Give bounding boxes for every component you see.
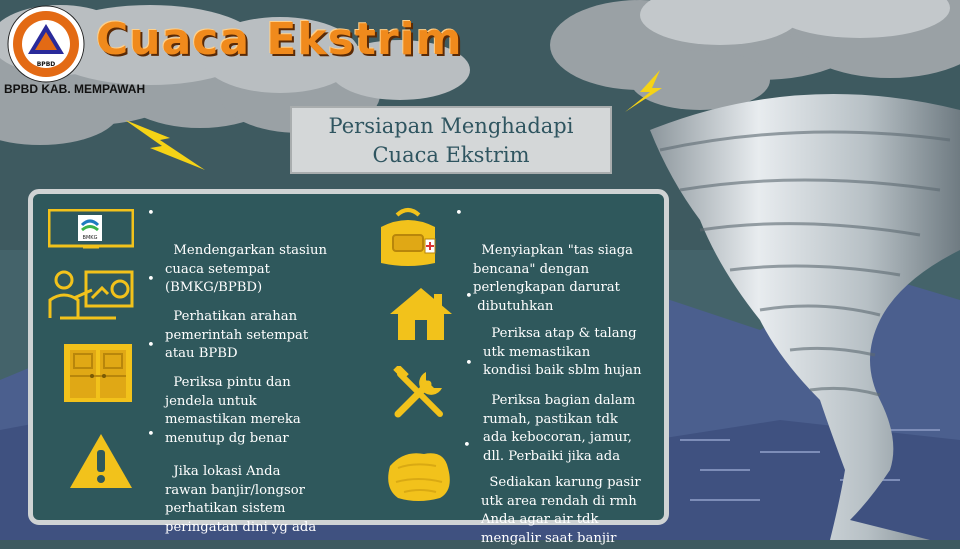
tip-sandbags (463, 437, 641, 549)
bullet: • (147, 427, 155, 442)
door-icon (62, 342, 134, 404)
bullet: • (455, 206, 463, 221)
tip-text: Periksa bagian dalam rumah, pastikan tdk ada kebocoran, jamur, dll. Perbaiki jika ada (483, 393, 636, 464)
house-icon (388, 286, 454, 342)
page-title: Cuaca Ekstrim (96, 14, 463, 65)
bullet: • (463, 438, 471, 453)
warning-icon (68, 432, 134, 490)
tv-bmkg-icon (48, 209, 134, 249)
sandbag-icon (384, 446, 454, 502)
tip-text: Menyiapkan "tas siaga bencana" dengan perlengkapan darurat dibutuhkan (473, 243, 634, 314)
tip-text: Mendengarkan stasiun cuaca setempat (BMKG/BPBD) (165, 243, 327, 296)
presenter-icon (46, 268, 136, 324)
bullet: • (147, 338, 155, 353)
tip-early-warning (147, 426, 316, 538)
subtitle-box (290, 106, 612, 174)
bmkg-label: BMKG (82, 235, 98, 241)
subtitle-line-2: Cuaca Ekstrim (372, 143, 530, 167)
subtitle-line-1: Persiapan Menghadapi (328, 114, 574, 138)
tip-text: Sediakan karung pasir utk area rendah di rmh Anda agar air tdk mengalir saat banjir (481, 475, 641, 546)
emergency-bag-icon (375, 207, 441, 269)
bullet: • (147, 206, 155, 221)
organization-name: BPBD KAB. MEMPAWAH (4, 82, 146, 96)
tip-text: Periksa atap & talang utk memastikan kondisi baik sblm hujan (483, 326, 642, 379)
bullet: • (465, 356, 473, 371)
bullet: • (147, 272, 155, 287)
tools-icon (392, 366, 448, 420)
tip-text: Periksa pintu dan jendela untuk memastikan mereka menutup dg benar (165, 375, 301, 446)
tip-text: Perhatikan arahan pemerintah setempat atau BPBD (165, 309, 309, 362)
logo-center-text: BPBD (36, 61, 56, 68)
bullet: • (465, 289, 473, 304)
tip-text: Jika lokasi Anda rawan banjir/longsor perhatikan sistem peringatan dini yg ada (165, 464, 317, 535)
bpbd-logo (6, 4, 86, 84)
